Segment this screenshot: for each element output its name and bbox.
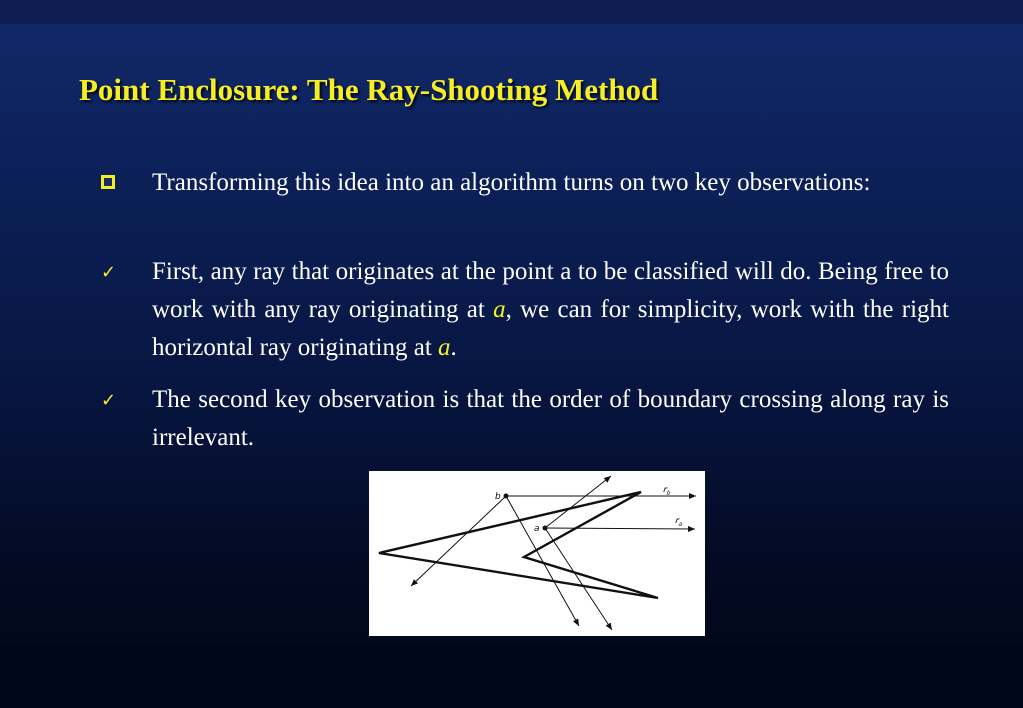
line-through-a	[545, 528, 612, 630]
point-b	[504, 494, 509, 499]
checkmark-icon: ✓	[101, 390, 117, 411]
bullet-text-3: The second key observation is that the order of boundary crossing along ray is irrelevant.	[152, 386, 949, 451]
label-b: b	[495, 492, 501, 502]
bullet-text-1: Transforming this idea into an algorithm turns on two key observations:	[152, 169, 871, 196]
polygon-ray-diagram	[369, 471, 705, 636]
square-bullet-icon	[101, 175, 115, 189]
bottom-bar	[0, 646, 1023, 708]
variable-a: a	[438, 334, 451, 361]
bullet-text-2: First, any ray that originates at the point a to be classified will do. Being free to work with any ray originating at a, we can for simplicity, work with the right horizontal ray originating at a.	[152, 258, 949, 361]
label-a: a	[534, 524, 540, 534]
ray-r-a	[545, 528, 695, 529]
label-r-b: $r_b$	[662, 485, 671, 498]
polygon-boundary	[379, 492, 658, 598]
variable-a: a	[493, 296, 506, 323]
ray-shooting-figure	[369, 471, 705, 636]
checkmark-icon: ✓	[101, 262, 117, 283]
slide-title: Point Enclosure: The Ray-Shooting Method	[79, 72, 659, 107]
point-a	[543, 526, 548, 531]
top-bar	[0, 0, 1023, 24]
label-r-a: $r_a$	[674, 516, 683, 528]
